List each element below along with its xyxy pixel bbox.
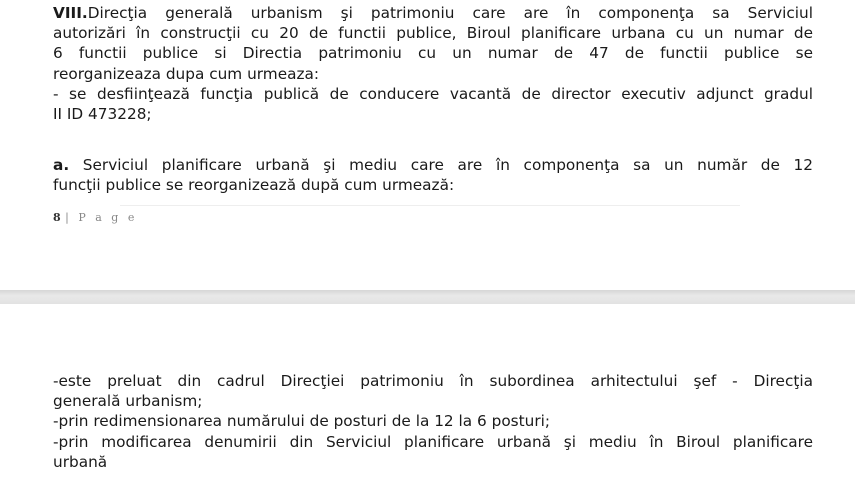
section-viii-line: - se desfiinţează funcţia publică de conducere vacantă de director executiv adjunct gradul (53, 84, 813, 103)
section-viii-line: reorganizeaza dupa cum urmeaza: (53, 64, 320, 83)
continuation-paragraph (53, 371, 813, 472)
section-viii-line: autorizări în construcţii cu 20 de functii publice, Biroul planificare urbana cu un numar de (53, 24, 813, 43)
section-viii-line: II ID 473228; (53, 104, 152, 123)
continuation-line: -este preluat din cadrul Direcţiei patrimoniu în subordinea arhitectului şef - Direcţia (53, 372, 813, 390)
footer-divider (120, 205, 740, 206)
continuation-line: urbană (53, 452, 108, 471)
section-viii-line: 6 functii publice si Directia patrimoniu cu un numar de 47 de functii publice se (53, 44, 813, 63)
section-a-paragraph (53, 155, 813, 195)
section-a-letter: a. (53, 156, 70, 174)
page-footer (53, 211, 137, 224)
section-viii-heading: VIII. (53, 4, 88, 22)
page-label: | P a g e (65, 211, 138, 224)
continuation-line: -prin redimensionarea numărului de posturi de la 12 la 6 posturi; (53, 412, 551, 431)
section-viii-line: VIII.Direcţia generală urbanism şi patrimoniu care are în componenţa sa Serviciul (53, 4, 813, 22)
section-a-line: a. Serviciul planificare urbană şi mediu care are în componenţa sa un număr de 12 (53, 156, 813, 174)
continuation-line: -prin modificarea denumirii din Serviciul planificare urbană şi mediu în Biroul planificare (53, 432, 813, 451)
section-viii-paragraph (53, 3, 813, 124)
document-page-bottom (0, 304, 855, 484)
continuation-line: generală urbanism; (53, 392, 203, 411)
page-number: 8 (53, 211, 62, 224)
page-break (0, 290, 855, 304)
section-a-line: funcţii publice se reorganizează după cum urmează: (53, 176, 455, 195)
